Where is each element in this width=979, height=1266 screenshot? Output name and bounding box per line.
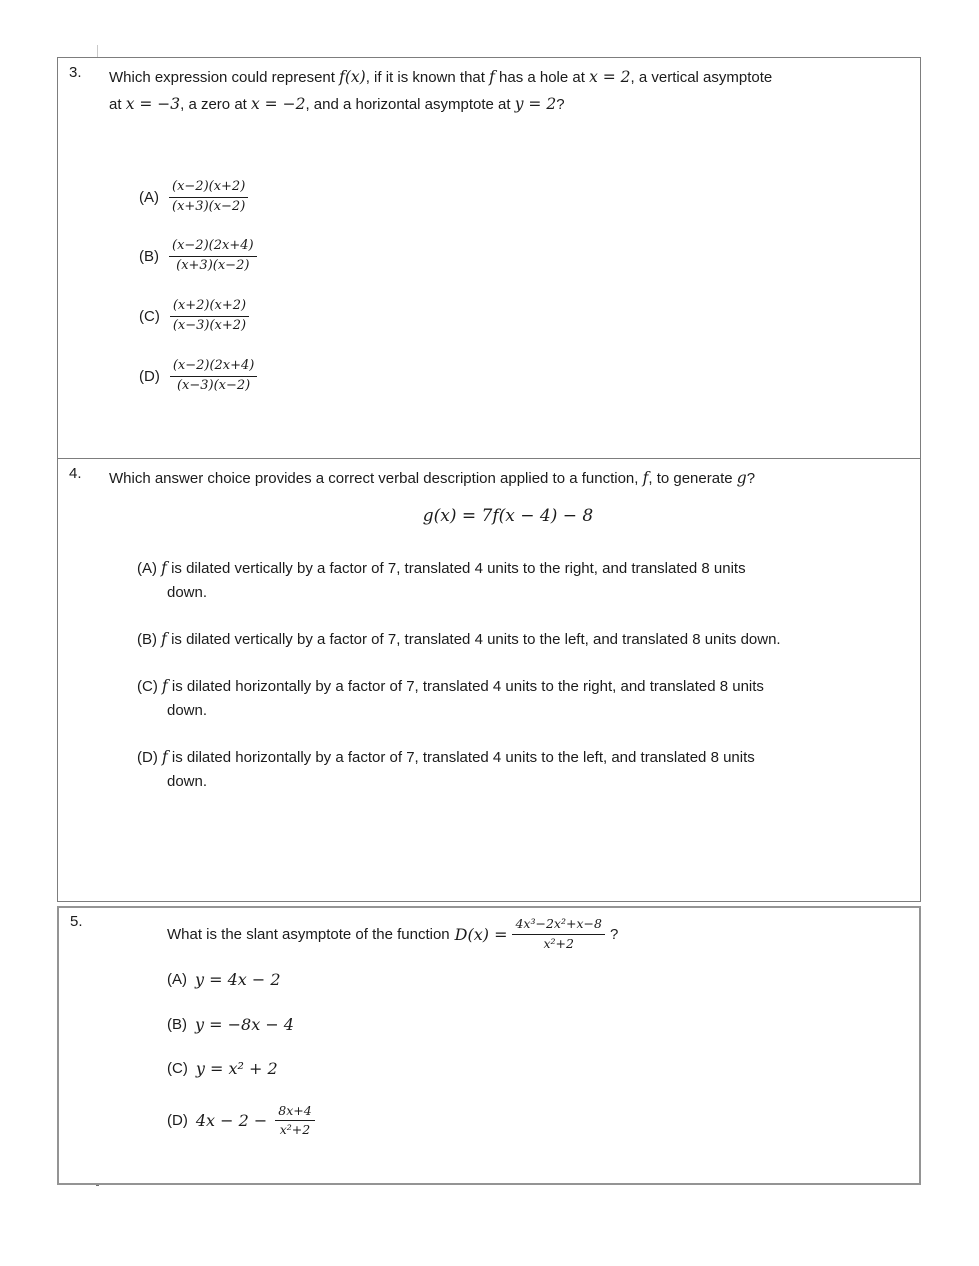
math-text: y = x² + 2 xyxy=(195,1059,278,1078)
prompt-text: , and a horizontal asymptote at xyxy=(305,96,515,113)
fraction-numerator: (x−2)(2x+4) xyxy=(169,238,257,257)
prompt-text: ? xyxy=(746,470,756,487)
question-5-box xyxy=(57,906,921,1185)
fraction-numerator: 8x+4 xyxy=(275,1103,314,1121)
math-text: x = 2 xyxy=(589,68,631,86)
choice-a xyxy=(137,556,949,605)
prompt-text: Which expression could represent xyxy=(109,69,340,86)
math-text: f(x) xyxy=(339,68,366,86)
question-3-prompt xyxy=(109,64,917,118)
prompt-text: , a zero at xyxy=(180,96,251,113)
choice-label: (A) xyxy=(167,971,187,988)
math-text: f xyxy=(162,677,168,695)
question-3-number: 3. xyxy=(69,64,82,81)
choice-a xyxy=(139,179,248,216)
choice-c xyxy=(139,298,249,335)
choice-text-line2: down. xyxy=(167,773,208,790)
choice-text-line2: down. xyxy=(167,702,208,719)
prompt-text: ? xyxy=(556,96,565,113)
math-text: x = −2 xyxy=(251,95,306,113)
prompt-text: ? xyxy=(609,925,619,943)
choice-b xyxy=(139,238,257,275)
question-4-number: 4. xyxy=(69,465,82,482)
choice-d xyxy=(139,358,257,395)
question-5-prompt xyxy=(167,912,618,956)
choice-label: (C) xyxy=(139,307,160,325)
choice-label: (B) xyxy=(167,1016,187,1033)
choice-d xyxy=(167,1103,315,1139)
choice-text: is dilated vertically by a factor of 7, translated 4 units to the left, and translated 8 units down. xyxy=(166,631,781,648)
choice-c xyxy=(137,674,949,723)
prompt-text: , to generate xyxy=(648,470,737,487)
math-text: f xyxy=(489,68,495,86)
choice-b xyxy=(137,627,949,652)
choice-text: is dilated vertically by a factor of 7, translated 4 units to the right, and translated 8 units xyxy=(166,560,746,577)
prompt-text: , a vertical asymptote xyxy=(630,69,773,86)
choice-label: (C) xyxy=(167,1060,188,1077)
prompt-text: What is the slant asymptote of the function xyxy=(167,925,450,943)
math-text: f xyxy=(161,559,167,577)
fraction-denominator: x²+2 xyxy=(543,935,574,951)
math-text: D(x) = xyxy=(454,924,508,944)
question-4-box xyxy=(57,458,921,902)
choice-label: (D) xyxy=(137,749,162,766)
math-text: x = −3 xyxy=(125,95,181,113)
fraction-numerator: 4x³−2x²+x−8 xyxy=(512,916,604,934)
choice-label: (C) xyxy=(137,678,162,695)
fraction-denominator: (x−3)(x+2) xyxy=(172,317,247,333)
question-4-choices xyxy=(137,556,949,816)
fraction-denominator: (x+3)(x−2) xyxy=(172,198,246,214)
math-text: f xyxy=(642,469,649,487)
prompt-text: at xyxy=(109,96,126,113)
prompt-text: , if it is known that xyxy=(365,69,490,86)
fraction xyxy=(170,358,258,395)
choice-text: is dilated horizontally by a factor of 7, translated 4 units to the left, and translated 8 units xyxy=(167,749,755,766)
math-text: f xyxy=(162,748,168,766)
fraction-numerator: (x+2)(x+2) xyxy=(170,298,249,317)
fraction-numerator: (x−2)(2x+4) xyxy=(170,358,258,377)
prompt-text: Which answer choice provides a correct verbal description applied to a function, xyxy=(109,470,643,487)
choice-label: (A) xyxy=(139,188,159,206)
fraction xyxy=(512,916,604,952)
math-text: f xyxy=(161,630,167,648)
table-gridline-artifact xyxy=(97,45,98,57)
transformation-equation: g(x) = 7f(x − 4) − 8 xyxy=(422,506,594,526)
fraction-denominator: x²+2 xyxy=(279,1122,311,1138)
math-text: 4x − 2 − xyxy=(195,1111,268,1131)
choice-d xyxy=(137,745,949,794)
choice-label: (B) xyxy=(137,631,162,648)
choice-label: (B) xyxy=(139,247,159,265)
fraction xyxy=(170,298,249,335)
choice-text: is dilated horizontally by a factor of 7, translated 4 units to the right, and translated 8 units xyxy=(167,678,764,695)
math-text: g xyxy=(736,469,747,487)
choice-label: (D) xyxy=(167,1112,188,1130)
fraction-denominator: (x−3)(x−2) xyxy=(176,377,251,393)
fraction xyxy=(169,179,248,216)
choice-label: (A) xyxy=(137,560,162,577)
math-text: y = 4x − 2 xyxy=(195,970,281,989)
fraction-denominator: (x+3)(x−2) xyxy=(176,257,250,273)
choice-text-line2: down. xyxy=(167,584,208,601)
question-3-box xyxy=(57,57,921,459)
choice-b xyxy=(167,1015,294,1034)
choice-c xyxy=(167,1059,278,1078)
math-text: y = 2 xyxy=(514,95,557,113)
question-4-prompt xyxy=(109,465,917,492)
choice-label: (D) xyxy=(139,367,160,385)
prompt-text: has a hole at xyxy=(494,69,590,86)
fraction xyxy=(275,1103,314,1139)
math-text: y = −8x − 4 xyxy=(195,1015,294,1034)
choice-a xyxy=(167,970,281,989)
question-5-number: 5. xyxy=(70,913,83,930)
fraction-numerator: (x−2)(x+2) xyxy=(169,179,248,198)
fraction xyxy=(169,238,257,275)
